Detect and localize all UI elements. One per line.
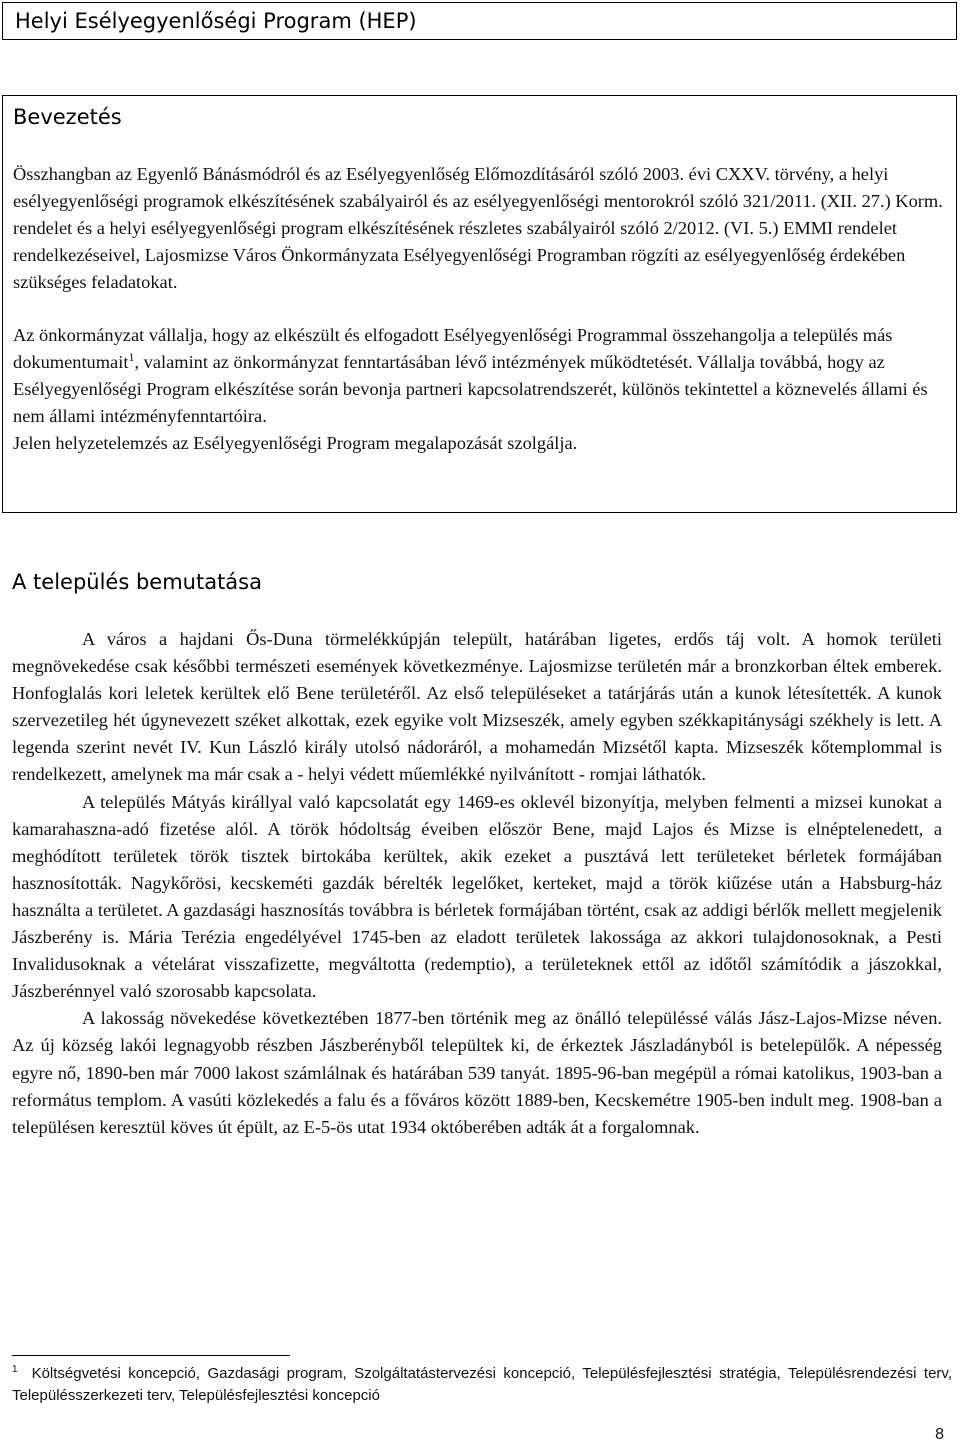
town-heading: A település bemutatása xyxy=(12,570,262,594)
document-title: Helyi Esélyegyenlőségi Program (HEP) xyxy=(2,2,957,40)
town-paragraph-3: A lakosság növekedése következtében 1877-ben történik meg az önálló településsé válás Jász-Lajos-Mizse néven. Az új község lakói legnagyobb részben Jászberényből települtek ki, de érkeztek Jászladányból is betelepülők. A népesség egyre nő, 1890-ben már 7000 lakost számlálnak és határában 539 tanyát. 1895-96-ban megépül a római katolikus, 1903-ban a református templom. A vasúti közlekedés a falu és a főváros között 1889-ben, Kecskemétre 1905-ben indult meg. 1908-ban a településen keresztül köves út épült, az E-5-ös utat 1934 októberében adták át a forgalomnak. xyxy=(12,1008,942,1137)
page-number: 8 xyxy=(935,1426,944,1443)
footnote-text: Költségvetési koncepció, Gazdasági program, Szolgáltatástervezési koncepció, Településfejlesztési stratégia, Településrendezési terv, Településszerkezeti terv, Településfejlesztési koncepció xyxy=(12,1365,952,1404)
intro-paragraph-3: Jelen helyzetelemzés az Esélyegyenlőségi Program megalapozását szolgálja. xyxy=(13,433,578,453)
town-paragraph-1: A város a hajdani Ős-Duna törmelékkúpján települt, határában ligetes, erdős táj volt. A homok területi megnövekedése csak későbbi természeti események következménye. Lajosmizse területén már a bronzkorban éltek emberek. Honfoglalás kori leletek kerültek elő Bene területéről. Az első településeket a tatárjárás után a kunok létesítették. A kunok szervezetileg hét úgynevezett széket alkottak, ezek egyike volt Mizseszék, amely egyben székkapitánysági székhely is lett. A legenda szerint nevét IV. Kun László király utolsó nádoráról, a mohamedán Mizsétől kapta. Mizseszék kőtemplommal is rendelkezett, amelynek ma már csak a - helyi védett műemlékké nyilvánított - romjai láthatók. xyxy=(12,629,942,785)
footnote-mark: 1 xyxy=(12,1364,18,1375)
town-section xyxy=(12,570,942,1141)
intro-paragraph-2 xyxy=(13,322,956,430)
intro-heading: Bevezetés xyxy=(13,105,122,129)
footnote xyxy=(12,1363,952,1407)
intro-paragraph-2-end: , valamint az önkormányzat fenntartásában lévő intézmények működtetését. Vállalja továbbá, hogy az Esélyegyenlőségi Program elkészítése során bevonja partneri kapcsolatrendszerét, különös tekintettel a köznevelés állami és nem állami intézményfenntartóira. xyxy=(13,352,928,426)
intro-paragraph-1: Összhangban az Egyenlő Bánásmódról és az Esélyegyenlőség Előmozdításáról szóló 2003. évi CXXV. törvény, a helyi esélyegyenlőségi programok elkészítésének szabályairól és az esélyegyenlőségi mentorokról szóló 321/2011. (XII. 27.) Korm. rendelet és a helyi esélyegyenlőségi program elkészítésének részletes szabályairól szóló 2/2012. (VI. 5.) EMMI rendelet rendelkezéseivel, Lajosmizse Város Önkormányzata Esélyegyenlőségi Programban rögzíti az esélyegyenlőség érdekében szükséges feladatokat. xyxy=(13,164,943,292)
footnote-reference[interactable]: 1 xyxy=(128,349,135,364)
intro-paragraph-2-start: Az önkormányzat vállalja, hogy az elkészült és elfogadott Esélyegyenlőségi Programmal összehangolja a település más dokumentumait xyxy=(13,325,893,372)
footnote-separator xyxy=(12,1355,290,1356)
intro-section xyxy=(2,95,957,513)
town-paragraph-2: A település Mátyás királlyal való kapcsolatát egy 1469-es oklevél bizonyítja, melyben felmenti a mizsei kunokat a kamarahaszna-adó fizetése alól. A török hódoltság éveiben először Bene, majd Lajos és Mizse is elnéptelenedett, a meghódított területek török tisztek birtokába kerültek, akik ezeket a pusztává lett területeket bérletek formájában hasznosították. Nagykőrösi, kecskeméti gazdák bérelték legelőket, kerteket, majd a török kiűzése után a Habsburg-ház használta a területet. A gazdasági hasznosítás továbbra is bérletek formájában történt, csak az addigi bérlők mellett megjelenik Jászberény is. Mária Terézia engedélyével 1745-ben az eladott területek lakossága az akkori tulajdonosoknak, a Pesti Invalidusoknak a vételárat visszafizette, megváltotta (redemptio), a területeknek ettől az időtől számítódik a jászokkal, Jászberénnyel való szorosabb kapcsolata. xyxy=(12,791,942,1002)
